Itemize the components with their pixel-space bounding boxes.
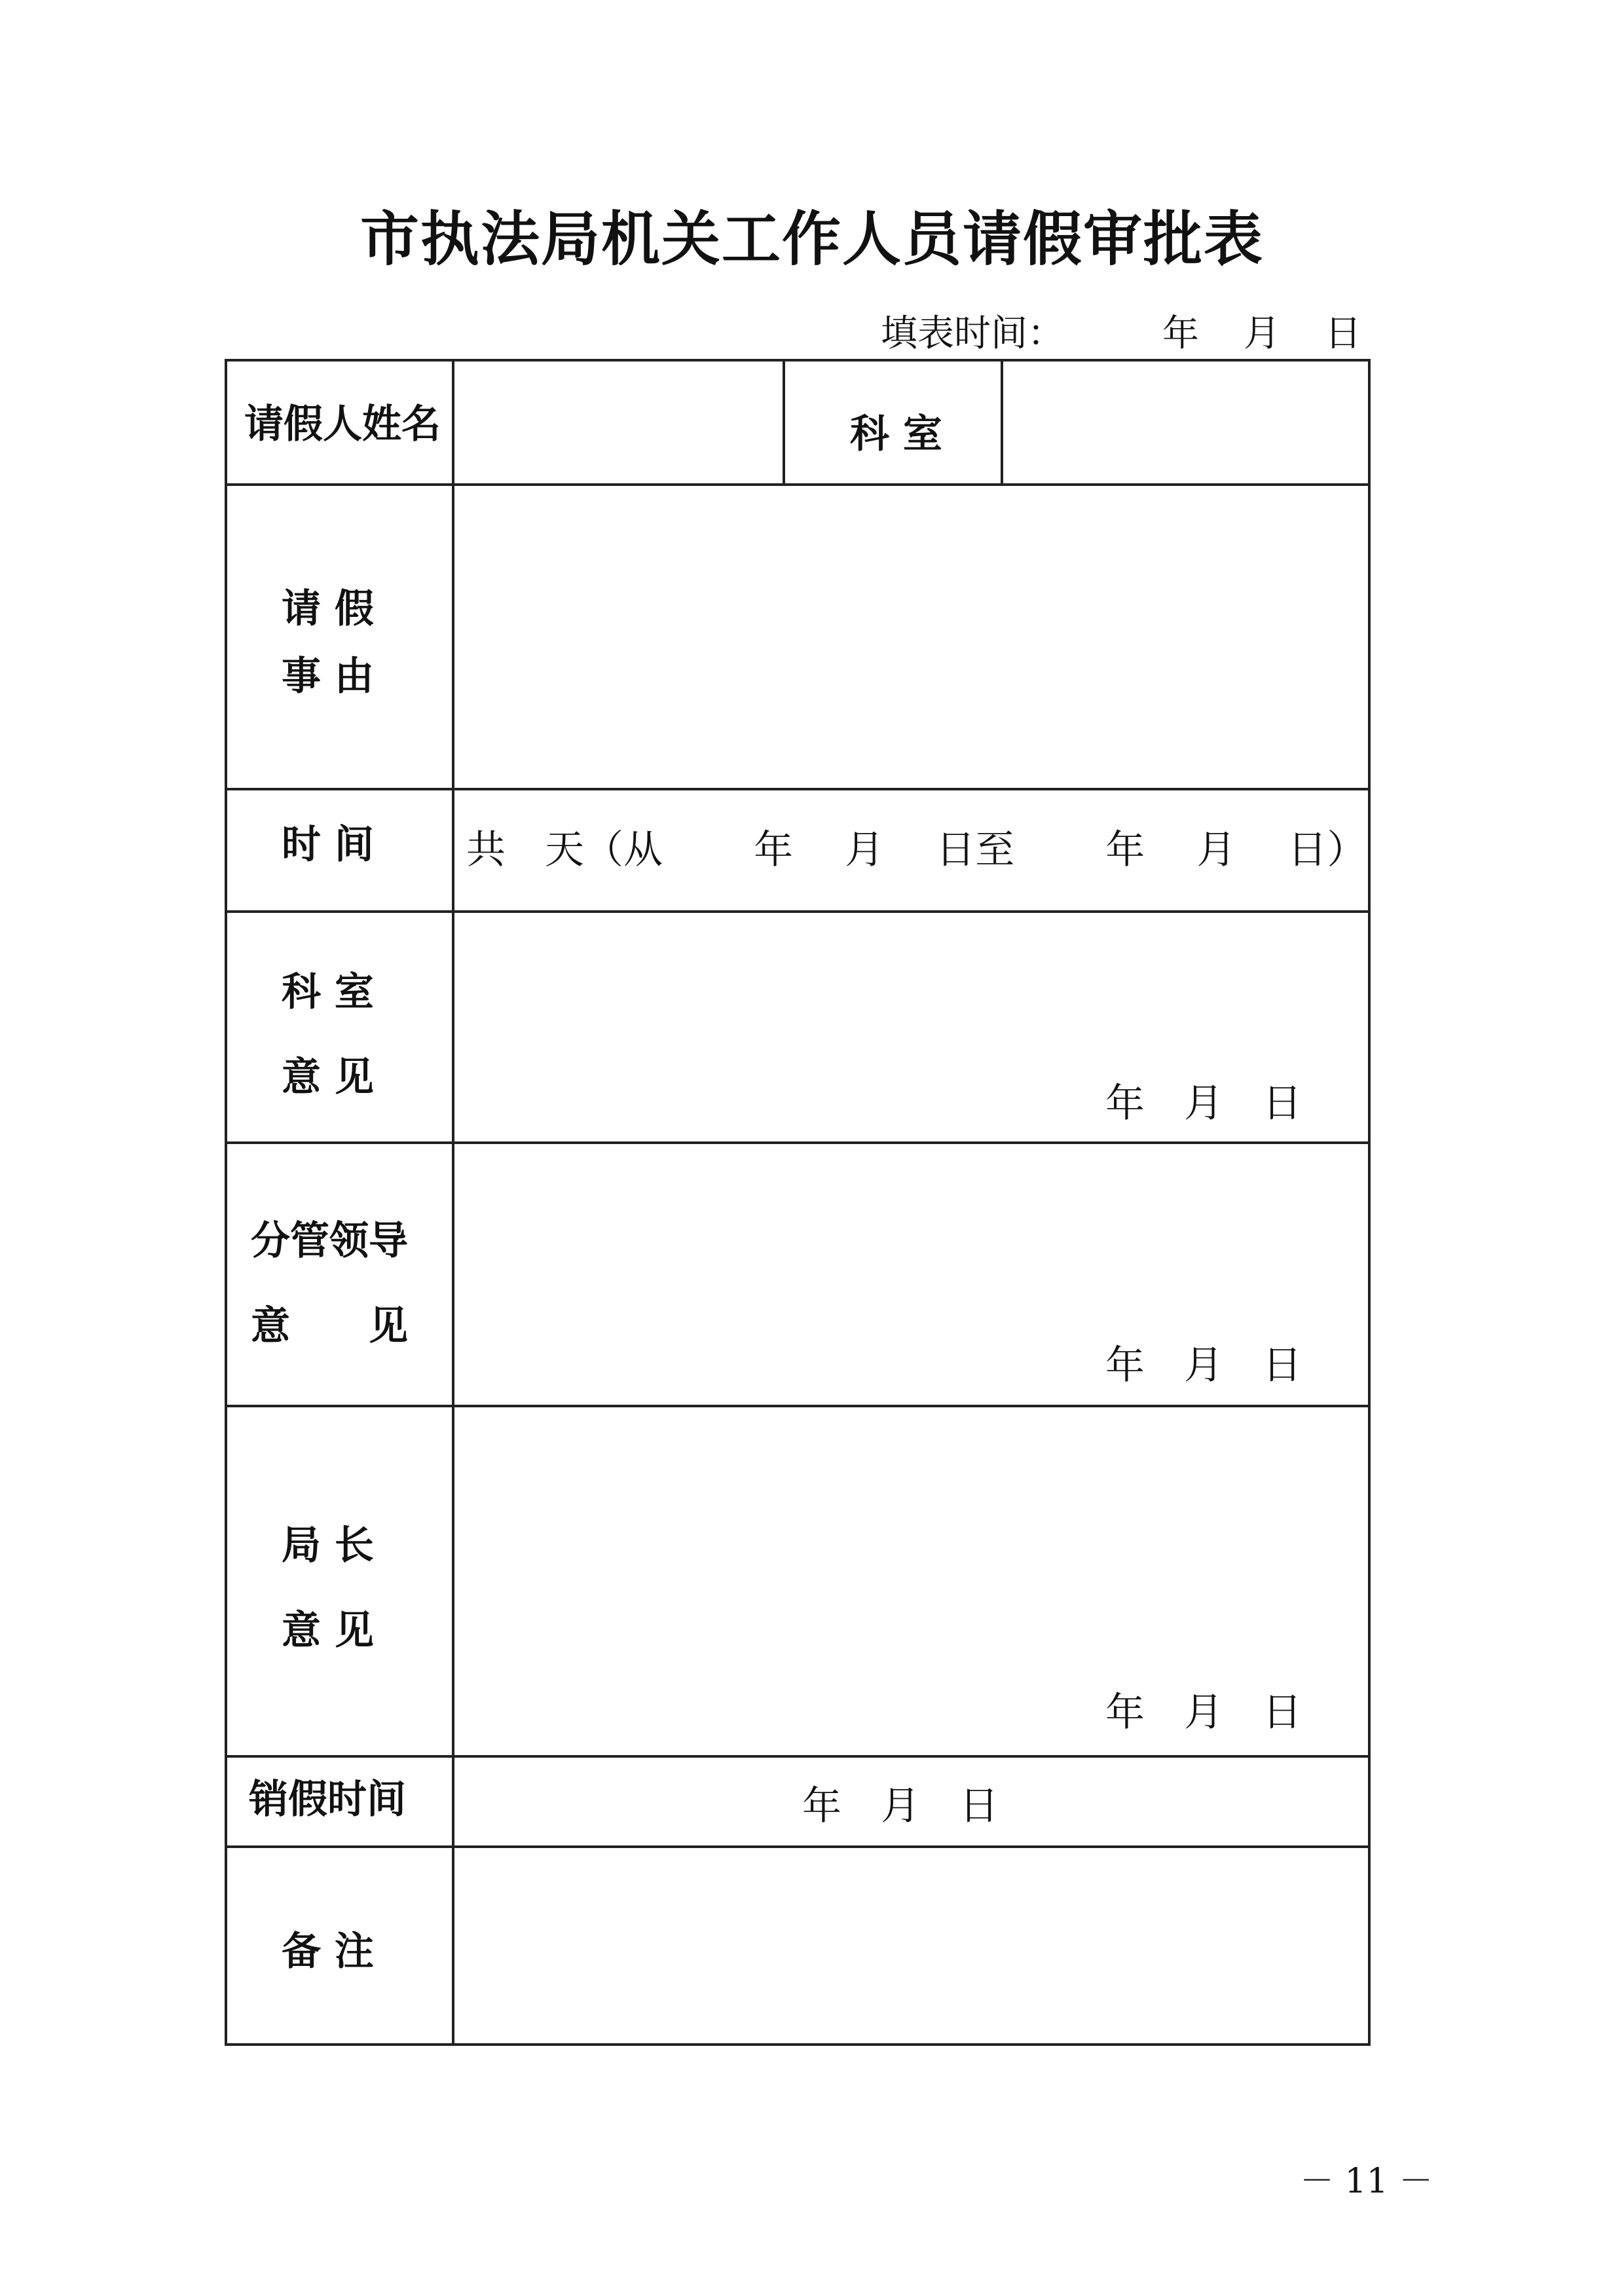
row-divider [226, 910, 1371, 913]
cancel-leave-time-label: 销假时间 [249, 1777, 406, 1823]
dept-opinion-label-line1: 科 室 [282, 969, 374, 1015]
leave-period-text[interactable]: 共 天（从 年 月 日至 年 月 日） [466, 827, 1367, 873]
department-field[interactable] [1005, 363, 1367, 482]
row-divider [226, 788, 1371, 790]
dept-label-divider [1001, 359, 1003, 485]
row-divider [226, 1755, 1371, 1758]
director-opinion-label-line2: 意 见 [282, 1608, 374, 1654]
table-border-bottom [226, 2043, 1371, 2046]
director-opinion-date: 年 月 日 [1105, 1690, 1302, 1735]
leave-reason-label-line2: 事 由 [282, 654, 374, 699]
dept-opinion-label-line2: 意 见 [282, 1054, 374, 1100]
remarks-field[interactable] [456, 1849, 1367, 2042]
leader-opinion-label-line1: 分管领导 [251, 1218, 408, 1264]
applicant-name-field[interactable] [456, 363, 781, 482]
form-title: 市执法局机关工作人员请假审批表 [360, 204, 1264, 274]
name-value-divider [783, 359, 785, 485]
fill-date-year: 年 [1162, 312, 1199, 355]
leave-reason-label-line1: 请 假 [282, 586, 374, 632]
row-divider [226, 1845, 1371, 1848]
table-border-right [1368, 359, 1371, 2046]
dept-opinion-date: 年 月 日 [1105, 1081, 1302, 1126]
leader-opinion-label-line2: 意 见 [251, 1303, 408, 1349]
fill-date-day: 日 [1325, 312, 1361, 355]
fill-date-label: 填表时间： [881, 312, 1064, 355]
table-border-left [225, 359, 227, 2046]
label-column-divider [452, 359, 454, 2046]
table-border-top [226, 359, 1371, 361]
row-divider [226, 483, 1371, 486]
director-opinion-label-line1: 局 长 [282, 1523, 374, 1568]
leave-reason-field[interactable] [456, 487, 1367, 787]
leader-opinion-date: 年 月 日 [1105, 1342, 1302, 1388]
time-label: 时 间 [282, 822, 374, 868]
cancel-leave-date[interactable]: 年 月 日 [802, 1783, 999, 1829]
fill-date-month: 月 [1244, 312, 1280, 355]
department-label: 科 室 [850, 411, 942, 457]
row-divider [226, 1141, 1371, 1144]
page-number: － 11 － [1300, 2162, 1433, 2201]
row-divider [226, 1405, 1371, 1407]
applicant-name-label: 请假人姓名 [244, 401, 441, 447]
remarks-label: 备 注 [282, 1929, 374, 1974]
